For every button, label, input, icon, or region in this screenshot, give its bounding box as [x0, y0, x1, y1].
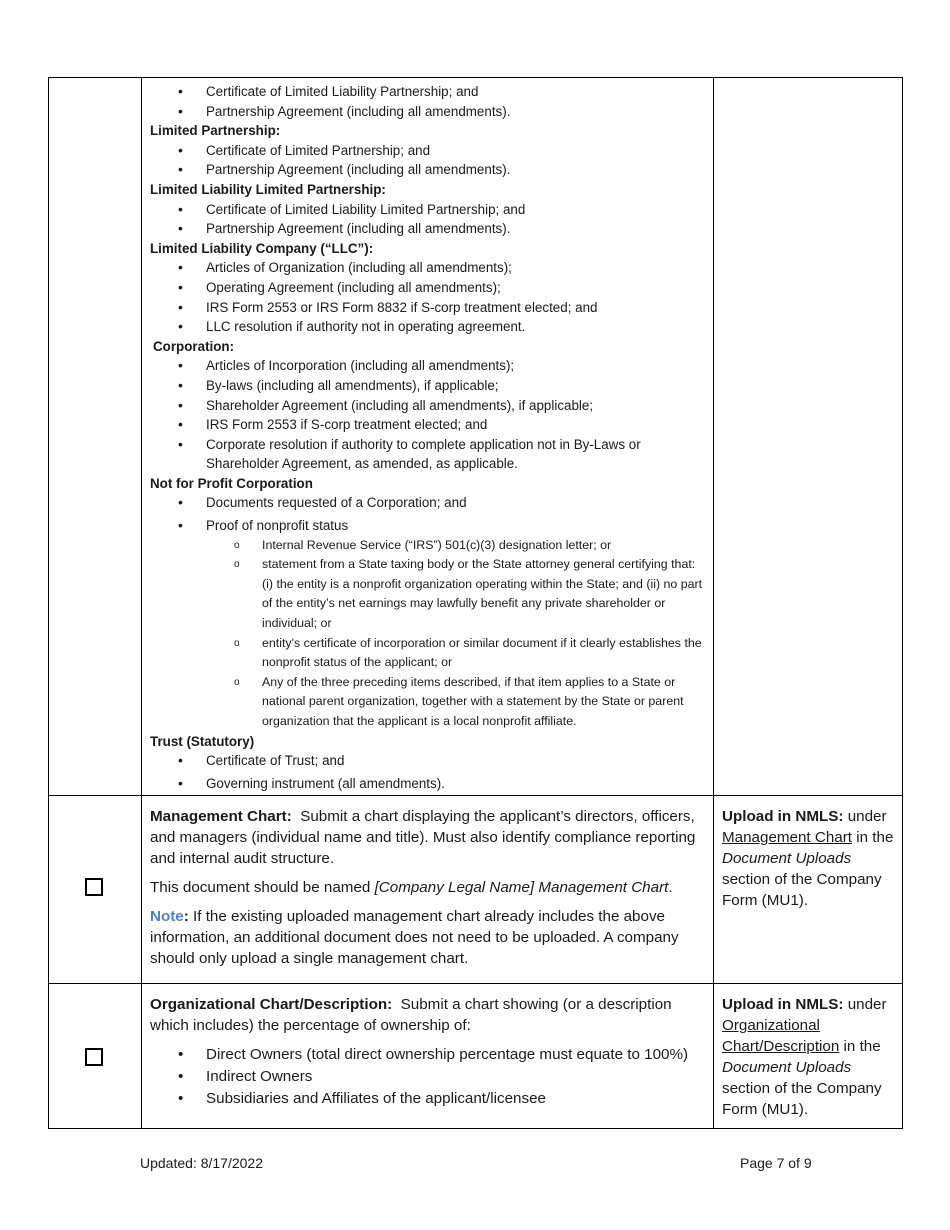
checkbox-cell: [49, 796, 142, 984]
upload-label: Upload in NMLS:: [722, 808, 844, 825]
upload-instructions: [714, 796, 902, 919]
lllp-heading: Limited Liability Limited Partnership:: [150, 181, 386, 197]
upload-tail: section of the Company Form (MU1).: [722, 871, 882, 909]
list-item: • Certificate of Trust; and: [150, 751, 705, 771]
upload-in: in the: [852, 829, 894, 846]
list-item: • Indirect Owners: [150, 1066, 705, 1087]
table-row-org-chart: [49, 984, 903, 1129]
naming-suffix: .: [668, 879, 673, 896]
ownership-list: [150, 1044, 705, 1109]
list-item: • IRS Form 2553 or IRS Form 8832 if S-corp treatment elected; and: [150, 298, 705, 318]
list-item: • Proof of nonprofit status: [150, 516, 705, 536]
llp-list: [150, 82, 705, 121]
nonprofit-heading: Not for Profit Corporation: [150, 475, 313, 491]
lllp-list: [150, 200, 705, 239]
list-item: • Articles of Incorporation (including all amendments);: [150, 356, 705, 376]
upload-in: in the: [839, 1038, 881, 1055]
checkbox-cell-empty: [49, 78, 142, 796]
requirements-table: [48, 77, 903, 1129]
management-chart-checkbox[interactable]: [85, 878, 103, 896]
note-colon: :: [183, 908, 189, 925]
naming-prefix: This document should be named: [150, 879, 375, 896]
list-item: • Partnership Agreement (including all amendments).: [150, 102, 705, 122]
note-label: Note: [150, 908, 184, 925]
naming-instruction: [150, 877, 705, 898]
corporation-heading: Corporation:: [153, 338, 235, 354]
list-item: • Operating Agreement (including all amendments);: [150, 278, 705, 298]
org-chart-title: Organizational Chart/Description:: [150, 996, 393, 1013]
management-chart-note: [150, 906, 705, 969]
nonprofit-list: [150, 493, 705, 535]
upload-section: Document Uploads: [722, 850, 852, 867]
org-chart-description: [150, 994, 705, 1036]
list-item: • Shareholder Agreement (including all amendments), if applicable;: [150, 396, 705, 416]
llc-heading: Limited Liability Company (“LLC”):: [150, 240, 374, 256]
upload-label: Upload in NMLS:: [722, 996, 844, 1013]
trust-heading: Trust (Statutory): [150, 733, 255, 749]
list-item: • Certificate of Limited Partnership; and: [150, 141, 705, 161]
org-chart-cell: [142, 984, 714, 1129]
corporation-list: [150, 356, 705, 474]
note-text: If the existing uploaded management chart already includes the above information, an additional document does not need to be uploaded. A company should only upload a single management chart.: [150, 908, 679, 967]
checkbox-cell: [49, 984, 142, 1129]
list-item: o entity's certificate of incorporation or similar document if it clearly establishes the nonprofit status of the applicant; or: [150, 634, 705, 673]
management-chart-link[interactable]: Management Chart: [722, 829, 853, 846]
footer-page-number: Page 7 of 9: [740, 1155, 812, 1171]
list-item: • Certificate of Limited Liability Limited Partnership; and: [150, 200, 705, 220]
list-item: • Corporate resolution if authority to complete application not in By-Laws or Shareholder Agreement, as amended, as applicable.: [150, 435, 705, 474]
list-item: • Articles of Organization (including all amendments);: [150, 258, 705, 278]
list-item: • Documents requested of a Corporation; and: [150, 493, 705, 513]
list-item: • Partnership Agreement (including all amendments).: [150, 160, 705, 180]
list-item: • Partnership Agreement (including all amendments).: [150, 219, 705, 239]
org-chart-upload-cell: [714, 984, 903, 1129]
list-item: • Direct Owners (total direct ownership percentage must equate to 100%): [150, 1044, 705, 1065]
upload-instructions: [714, 984, 902, 1128]
upload-under: under: [843, 808, 887, 825]
limited-partnership-heading: Limited Partnership:: [150, 123, 281, 139]
management-chart-title: Management Chart:: [150, 808, 292, 825]
description-text: Submit a chart showing (or a description which includes) the percentage of ownership of:: [150, 996, 672, 1034]
upload-tail: section of the Company Form (MU1).: [722, 1080, 882, 1118]
list-item: o statement from a State taxing body or the State attorney general certifying that: (i) the entity is a nonprofit organization operating within the State; and (ii) no part of the entity’s net earnings may lawfully benefit any private shareholder or individual; or: [150, 555, 705, 633]
org-chart-checkbox[interactable]: [85, 1048, 103, 1066]
list-item: • IRS Form 2553 if S-corp treatment elected; and: [150, 415, 705, 435]
nonprofit-proof-list: [150, 536, 705, 732]
footer-updated: Updated: 8/17/2022: [140, 1155, 263, 1171]
llc-list: [150, 258, 705, 336]
list-item: • By-laws (including all amendments), if applicable;: [150, 376, 705, 396]
upload-under: under: [843, 996, 887, 1013]
management-chart-cell: [142, 796, 714, 984]
management-chart-upload-cell: [714, 796, 903, 984]
management-chart-description: [150, 806, 705, 869]
trust-list: [150, 751, 705, 793]
list-item: o Any of the three preceding items described, if that item applies to a State or national parent organization, together with a statement by the State or parent organization that the applicant is a local nonprofit affiliate.: [150, 673, 705, 732]
entity-documents-cell: [142, 78, 714, 796]
table-row-management-chart: [49, 796, 903, 984]
upload-cell-empty: [714, 78, 903, 796]
list-item: o Internal Revenue Service (“IRS”) 501(c)(3) designation letter; or: [150, 536, 705, 556]
list-item: • Governing instrument (all amendments).: [150, 774, 705, 794]
list-item: • LLC resolution if authority not in operating agreement.: [150, 317, 705, 337]
list-item: • Certificate of Limited Liability Partnership; and: [150, 82, 705, 102]
table-row-entity-documents: [49, 78, 903, 796]
naming-value: [Company Legal Name] Management Chart: [374, 879, 669, 896]
description-text: Submit a chart displaying the applicant’s directors, officers, and managers (individual name and title). Must also identify compliance reporting and internal audit structure.: [150, 808, 696, 867]
org-chart-link[interactable]: Organizational Chart/Description: [722, 1017, 840, 1055]
limited-partnership-list: [150, 141, 705, 180]
list-item: • Subsidiaries and Affiliates of the applicant/licensee: [150, 1088, 705, 1109]
upload-section: Document Uploads: [722, 1059, 852, 1076]
